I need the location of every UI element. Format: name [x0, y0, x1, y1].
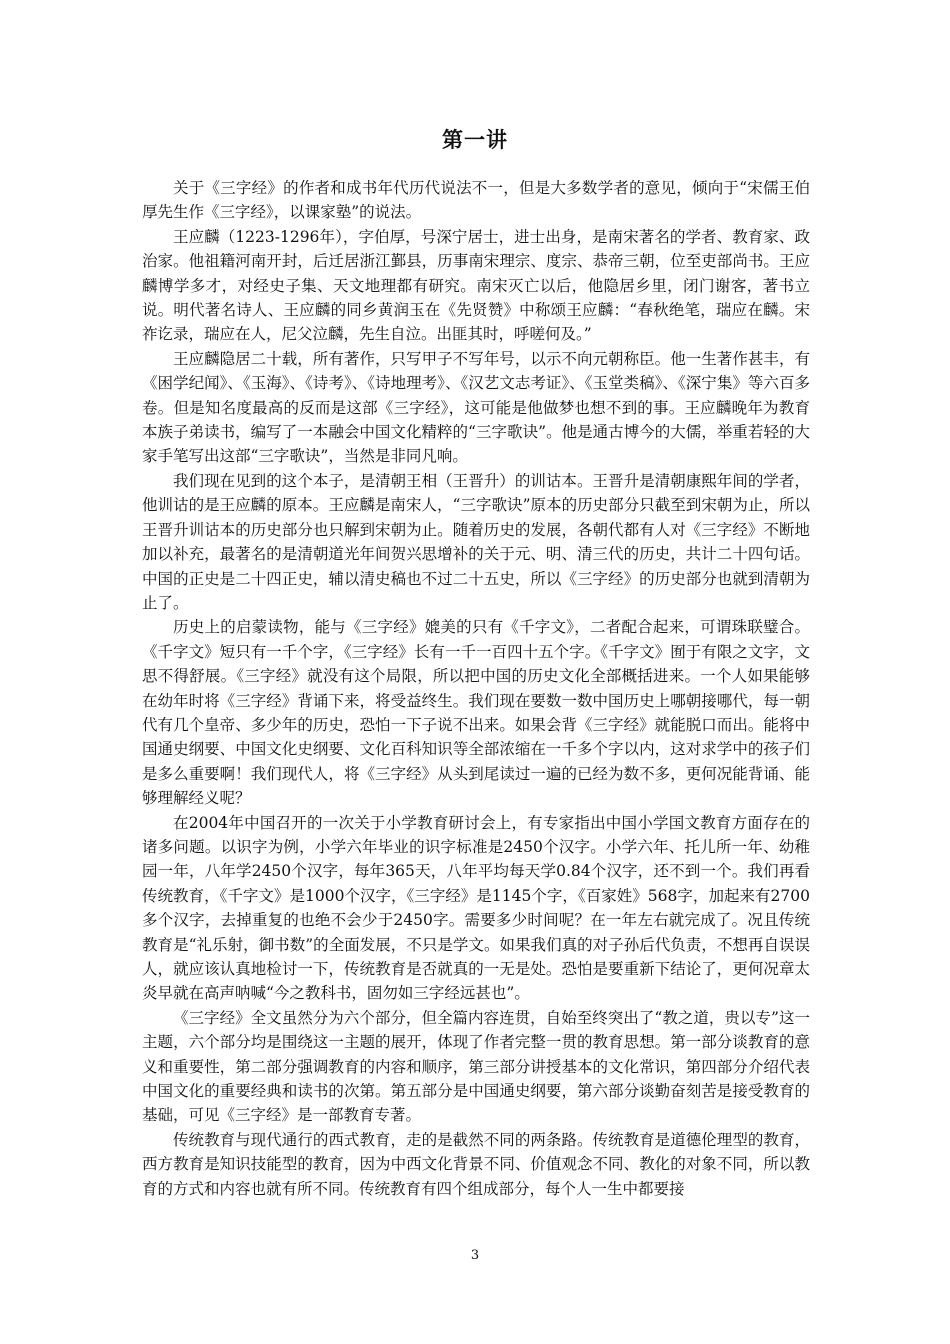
- page-number: 3: [470, 1248, 480, 1263]
- paragraph-6: 在2004年中国召开的一次关于小学教育研讨会上，有专家指出中国小学国文教育方面存在的诸多问题。以识字为例，小学六年毕业的识字标准是2450个汉字。小学六年、托儿所一年、幼稚园一年，八年学2450个汉字，每年365天，八年平均每天学0.84个汉字，还不到一个。我们再看传统教育，《千字文》是1000个汉字，《三字经》是1145个字，《百家姓》568字，加起来有2700多个汉字，去掉重复的也绝不会少于2450字。需要多少时间呢？在一年左右就完成了。况且传统教育是“礼乐射，御书数”的全面发展，不只是学文。如果我们真的对子孙后代负责，不想再自误误人，就应该认真地检讨一下，传统教育是否就真的一无是处。恐怕是要重新下结论了，更何况章太炎早就在高声呐喊“今之教科书，固勿如三字经远甚也”。: [142, 813, 810, 1003]
- paragraph-8: 传统教育与现代通行的西式教育，走的是截然不同的两条路。传统教育是道德伦理型的教育，西方教育是知识技能型的教育，因为中西文化背景不同、价值观念不同、教化的对象不同，所以教育的方式和内容也就有所不同。传统教育有四个组成部分，每个人一生中都要接: [142, 1130, 810, 1198]
- paragraph-2: 王应麟（1223-1296年），字伯厚，号深宁居士，进士出身，是南宋著名的学者、教育家、政治家。他祖籍河南开封，后迁居浙江鄞县，历事南宋理宗、度宗、恭帝三朝，位至吏部尚书。王应麟博学多才，对经史子集、天文地理都有研究。南宋灭亡以后，他隐居乡里，闭门谢客，著书立说。明代著名诗人、王应麟的同乡黄润玉在《先贤赞》中称颂王应麟：“春秋绝笔，瑞应在麟。宋祚讫录，瑞应在人，尼父泣麟，先生自泣。出匪其时，呼嗟何及。”: [142, 227, 810, 344]
- page-title: 第一讲: [442, 128, 508, 152]
- paragraph-1: 关于《三字经》的作者和成书年代历代说法不一，但是大多数学者的意见，倾向于“宋儒王伯厚先生作《三字经》，以课家塾”的说法。: [142, 179, 810, 222]
- paragraph-4: 我们现在见到的这个本子，是清朝王相（王晋升）的训诂本。王晋升是清朝康熙年间的学者，他训诂的是王应麟的原本。王应麟是南宋人，“三字歌诀”原本的历史部分只截至到宋朝为止，所以王晋升训诂本的历史部分也只解到宋朝为止。随着历史的发展，各朝代都有人对《三字经》不断地加以补充，最著名的是清朝道光年间贺兴思增补的关于元、明、清三代的历史，共计二十四句话。中国的正史是二十四正史，辅以清史稿也不过二十五史，所以《三字经》的历史部分也就到清朝为止了。: [142, 471, 810, 612]
- paragraph-7: 《三字经》全文虽然分为六个部分，但全篇内容连贯，自始至终突出了“教之道，贵以专”这一主题，六个部分均是围绕这一主题的展开，体现了作者完整一贯的教育思想。第一部分谈教育的意义和重要性，第二部分强调教育的内容和顺序，第三部分讲授基本的文化常识，第四部分介绍代表中国文化的重要经典和读书的次第。第五部分是中国通史纲要，第六部分谈勤奋刻苦是接受教育的基础，可见《三字经》是一部教育专著。: [142, 1008, 810, 1125]
- paragraph-3: 王应麟隐居二十载，所有著作，只写甲子不写年号，以示不向元朝称臣。他一生著作甚丰，有《困学纪闻》、《玉海》、《诗考》、《诗地理考》、《汉艺文志考证》、《玉堂类稿》、《深宁集》等六百多卷。但是知名度最高的反而是这部《三字经》，这可能是他做梦也想不到的事。王应麟晚年为教育本族子弟读书，编写了一本融会中国文化精粹的“三字歌诀”。他是通古博今的大儒，举重若轻的大家手笔写出这部“三字歌诀”，当然是非同凡响。: [142, 349, 810, 466]
- body-text: [142, 176, 810, 1201]
- paragraph-5: 历史上的启蒙读物，能与《三字经》媲美的只有《千字文》，二者配合起来，可谓珠联璧合。《千字文》短只有一千个字，《三字经》长有一千一百四十五个字。《千字文》囿于有限之文字，文思不得舒展。《三字经》就没有这个局限，所以把中国的历史文化全部概括进来。一个人如果能够在幼年时将《三字经》背诵下来，将受益终生。我们现在要数一数中国历史上哪朝接哪代，每一朝代有几个皇帝、多少年的历史，恐怕一下子说不出来。如果会背《三字经》就能脱口而出。能将中国通史纲要、中国文化史纲要、文化百科知识等全部浓缩在一千多个字以内，这对求学中的孩子们是多么重要啊！我们现代人，将《三字经》从头到尾读过一遍的已经为数不多，更何况能背诵、能够理解经义呢？: [142, 618, 810, 808]
